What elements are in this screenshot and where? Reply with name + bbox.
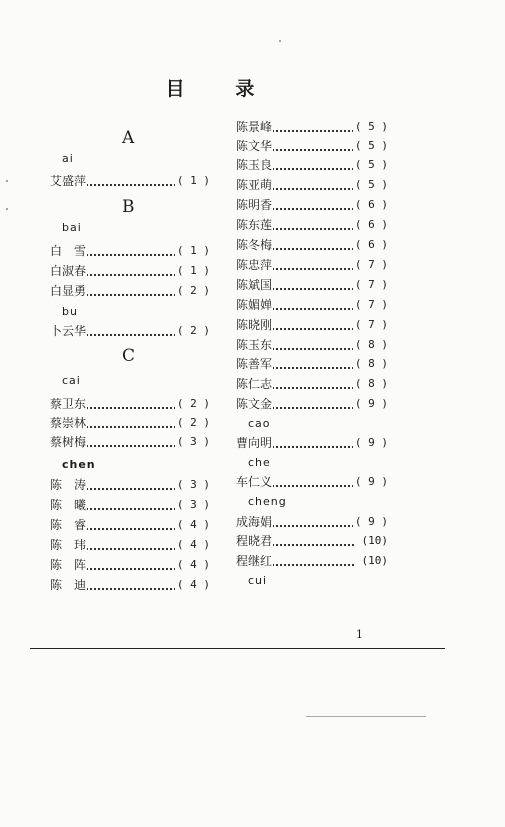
pinyin-heading: cai: [62, 374, 81, 387]
entry-name: 程继红: [236, 554, 273, 568]
entry-name: 成海娟: [236, 515, 273, 529]
entry-page: ( 9 ): [353, 395, 388, 413]
bottom-rule: [30, 648, 445, 649]
pinyin-heading: che: [248, 456, 271, 469]
entry-page: ( 6 ): [353, 196, 388, 214]
entry-name: 陈东莲: [236, 218, 273, 232]
entry-name: 陈媚婵: [236, 298, 273, 312]
entry-page: ( 5 ): [353, 176, 388, 194]
entry-name: 卜云华: [50, 324, 87, 338]
entry-page: (10): [360, 552, 389, 570]
entry-name: 陈 睿: [50, 518, 87, 532]
toc-entry: [236, 395, 388, 413]
toc-title: [0, 74, 420, 101]
entry-page: ( 2 ): [175, 282, 210, 300]
title-char-2: 录: [235, 78, 255, 100]
scan-speck: [6, 208, 8, 210]
entry-name: 陈景峰: [236, 120, 273, 134]
entry-name: 陈 曦: [50, 498, 87, 512]
entry-name: 陈冬梅: [236, 238, 273, 252]
entry-page: ( 2 ): [175, 322, 210, 340]
entry-page: ( 8 ): [353, 355, 388, 373]
entry-page: ( 8 ): [353, 375, 388, 393]
entry-name: 白显勇: [50, 284, 87, 298]
toc-entry: [50, 576, 210, 594]
entry-page: (10): [360, 532, 389, 550]
entry-page: ( 5 ): [353, 137, 388, 155]
entry-name: 曹向明: [236, 436, 273, 450]
entry-name: 陈玉东: [236, 338, 273, 352]
entry-page: ( 7 ): [353, 296, 388, 314]
entry-name: 陈善军: [236, 357, 273, 371]
toc-entry: [236, 552, 388, 570]
entry-page: ( 7 ): [353, 316, 388, 334]
toc-entry: [236, 434, 388, 452]
entry-page: ( 9 ): [353, 473, 388, 491]
scan-speck: [6, 180, 8, 182]
entry-name: 艾盛萍: [50, 174, 87, 188]
entry-page: ( 4 ): [175, 536, 210, 554]
entry-page: ( 5 ): [353, 118, 388, 136]
entry-page: ( 7 ): [353, 256, 388, 274]
entry-page: ( 5 ): [353, 156, 388, 174]
entry-name: 蔡崇林: [50, 416, 87, 430]
page-number: 1: [356, 628, 363, 641]
pinyin-heading: cui: [248, 574, 268, 587]
entry-page: ( 6 ): [353, 236, 388, 254]
entry-name: 陈 涛: [50, 478, 87, 492]
entry-name: 陈亚萌: [236, 178, 273, 192]
entry-name: 蔡卫东: [50, 397, 87, 411]
entry-name: 陈忠萍: [236, 258, 273, 272]
entry-page: ( 3 ): [175, 433, 210, 451]
pinyin-heading: cheng: [248, 495, 287, 508]
toc-entry: [50, 433, 210, 451]
section-letter: B: [122, 197, 135, 217]
toc-entry: [50, 172, 210, 190]
entry-page: ( 8 ): [353, 336, 388, 354]
entry-name: 陈 阵: [50, 558, 87, 572]
entry-name: 陈 迪: [50, 578, 87, 592]
entry-name: 陈斌国: [236, 278, 273, 292]
pinyin-heading: bu: [62, 305, 78, 318]
entry-name: 程晓君: [236, 534, 273, 548]
toc-entry: [50, 322, 210, 340]
scan-speck: [279, 40, 281, 42]
section-letter: C: [122, 346, 136, 366]
entry-name: 陈明香: [236, 198, 273, 212]
entry-name: 白 雪: [50, 244, 87, 258]
faint-rule: [306, 716, 426, 717]
entry-name: 陈 玮: [50, 538, 87, 552]
pinyin-heading: chen: [62, 458, 96, 471]
entry-page: ( 2 ): [175, 414, 210, 432]
entry-page: ( 9 ): [353, 434, 388, 452]
entry-page: ( 7 ): [353, 276, 388, 294]
entry-page: ( 2 ): [175, 395, 210, 413]
entry-name: 车仁义: [236, 475, 273, 489]
pinyin-heading: cao: [248, 417, 271, 430]
entry-page: ( 4 ): [175, 516, 210, 534]
pinyin-heading: bai: [62, 221, 82, 234]
entry-name: 白淑春: [50, 264, 87, 278]
entry-page: ( 9 ): [353, 513, 388, 531]
entry-page: ( 1 ): [175, 172, 210, 190]
entry-name: 陈文华: [236, 139, 273, 153]
entry-name: 蔡树梅: [50, 435, 87, 449]
entry-name: 陈文金: [236, 397, 273, 411]
entry-page: ( 4 ): [175, 576, 210, 594]
entry-page: ( 1 ): [175, 262, 210, 280]
toc-entry: [50, 282, 210, 300]
title-char-1: 目: [165, 78, 185, 100]
entry-page: ( 3 ): [175, 476, 210, 494]
section-letter: A: [122, 128, 135, 148]
entry-name: 陈晓刚: [236, 318, 273, 332]
entry-name: 陈玉良: [236, 158, 273, 172]
toc-entry: [236, 473, 388, 491]
entry-page: ( 3 ): [175, 496, 210, 514]
entry-name: 陈仁志: [236, 377, 273, 391]
entry-page: ( 4 ): [175, 556, 210, 574]
entry-page: ( 1 ): [175, 242, 210, 260]
entry-page: ( 6 ): [353, 216, 388, 234]
pinyin-heading: ai: [62, 152, 74, 165]
